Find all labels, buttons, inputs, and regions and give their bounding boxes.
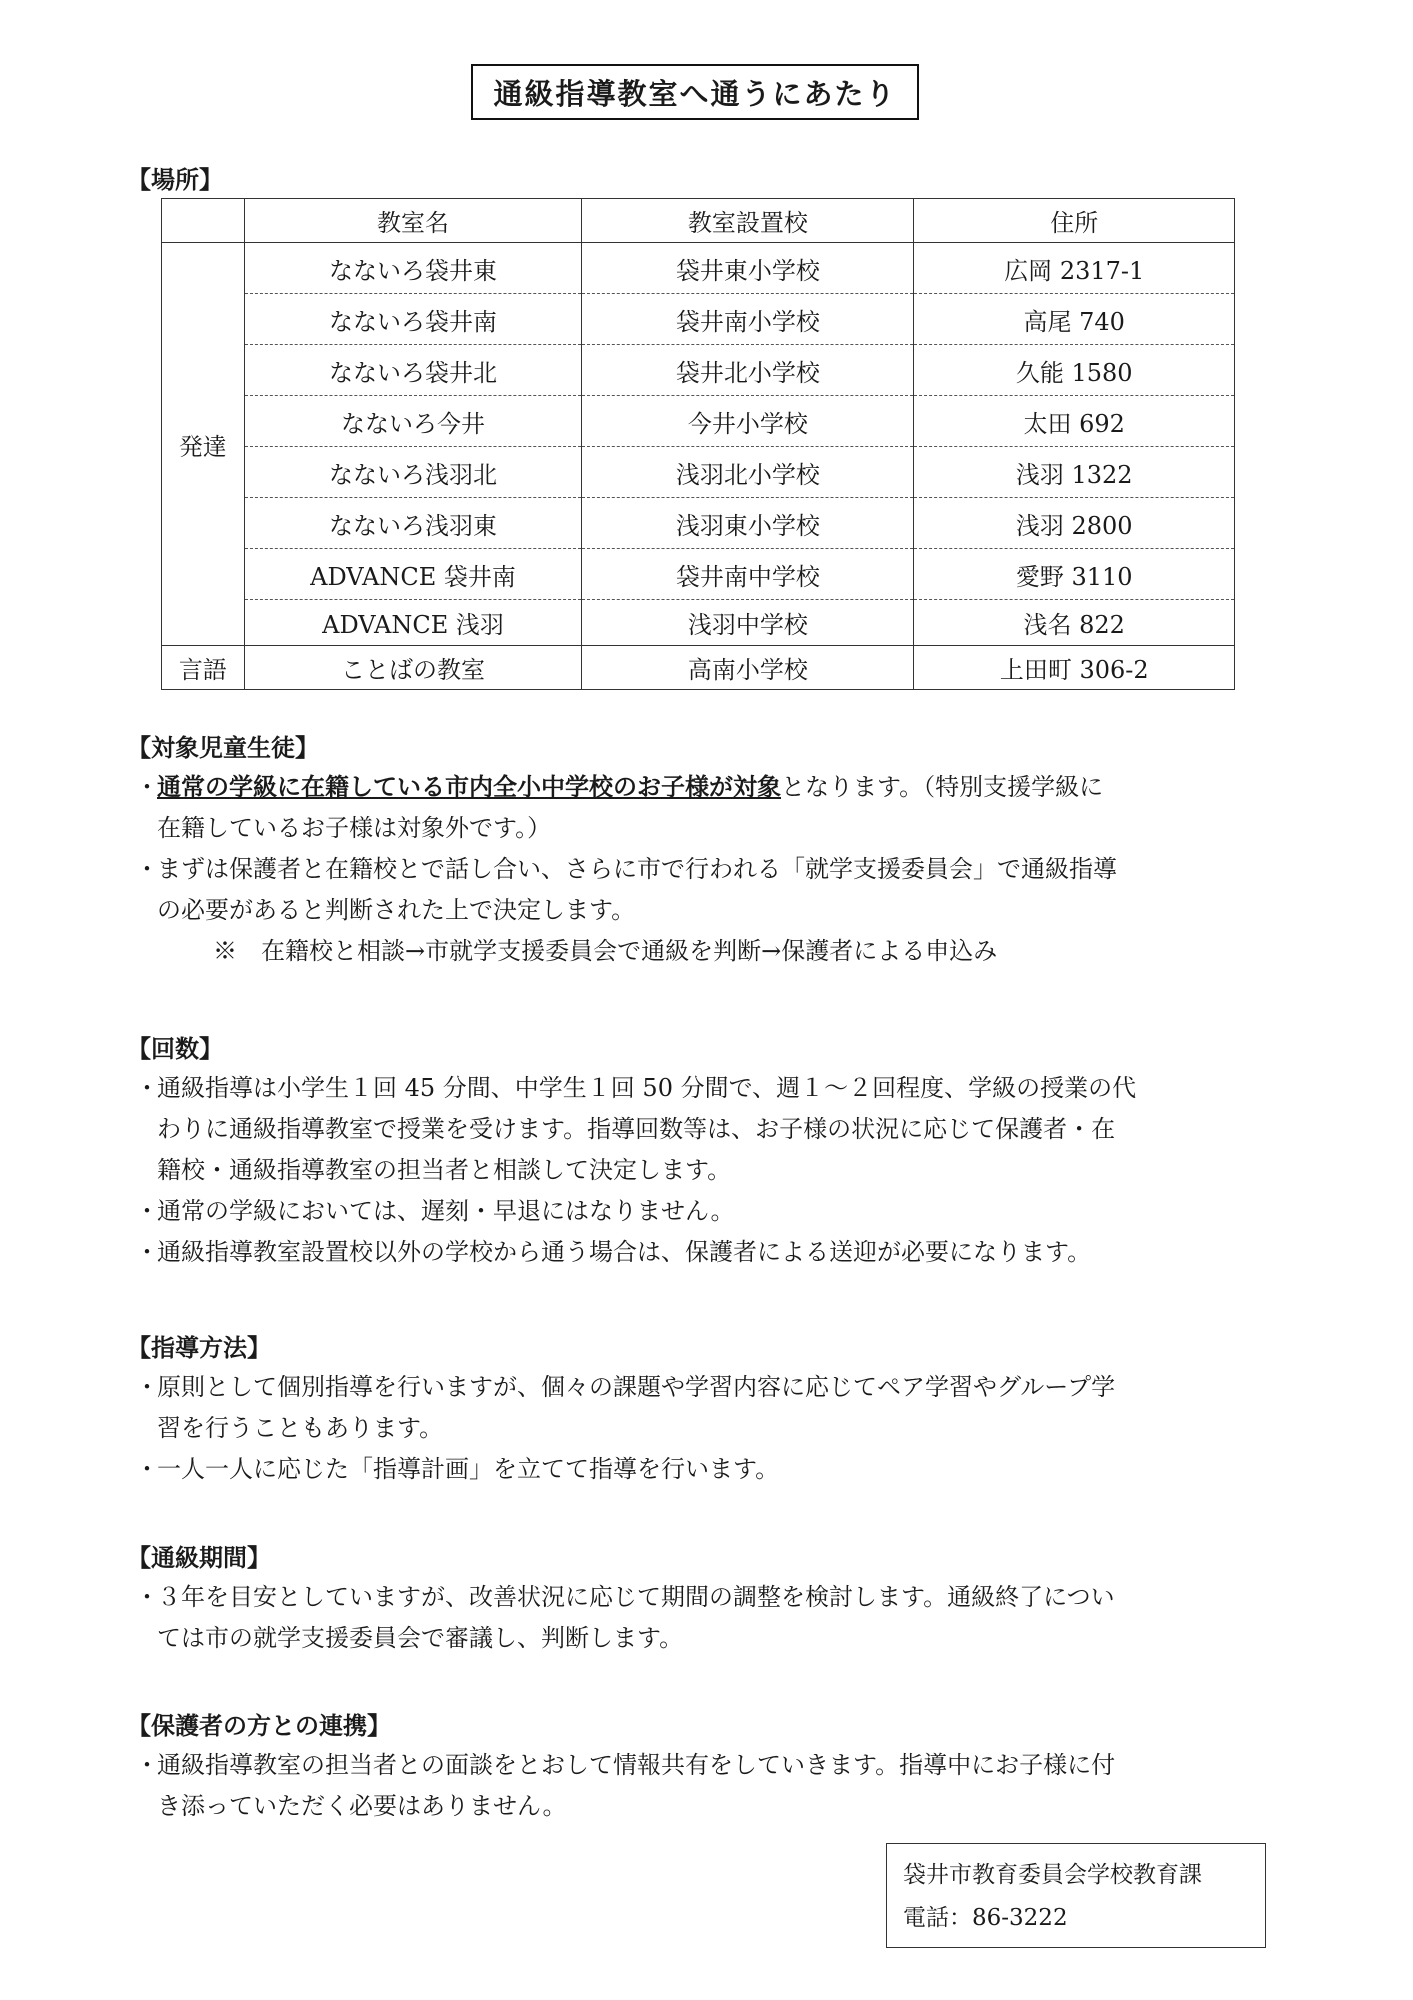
address: 浅羽 1322: [914, 447, 1235, 498]
table-header-cell: 住所: [914, 199, 1235, 243]
page-title: 通級指導教室へ通うにあたり: [471, 64, 919, 120]
target-heading: 【対象児童生徒】: [127, 734, 319, 762]
bullet-mark: ・: [135, 1074, 159, 1102]
bullet-mark: ・: [135, 855, 159, 883]
location-heading: 【場所】: [127, 166, 223, 194]
host-school: 袋井南中学校: [582, 549, 914, 600]
contact-phone: 電話：86-3222: [903, 1905, 1068, 1931]
classroom-name: なないろ袋井南: [244, 294, 582, 345]
table-row: [162, 243, 1235, 294]
category-language: 言語: [162, 646, 245, 690]
bullet-mark: ・: [135, 1455, 159, 1483]
table-row: [162, 498, 1235, 549]
classroom-name: なないろ今井: [244, 396, 582, 447]
host-school: 浅羽東小学校: [582, 498, 914, 549]
period-heading: 【通級期間】: [127, 1544, 271, 1572]
address: 高尾 740: [914, 294, 1235, 345]
table-header-cell: [162, 199, 245, 243]
address: 広岡 2317-1: [914, 243, 1235, 294]
classroom-name: ADVANCE 袋井南: [244, 549, 582, 600]
classroom-name: なないろ袋井東: [244, 243, 582, 294]
method-block: [135, 1367, 1285, 1490]
parents-block: [135, 1745, 1285, 1827]
method-heading: 【指導方法】: [127, 1334, 271, 1362]
target-emphasis: 通常の学級に在籍している市内全小中学校のお子様が対象: [157, 773, 781, 801]
category-development: 発達: [162, 243, 245, 646]
host-school: 高南小学校: [582, 646, 914, 690]
address: 愛野 3110: [914, 549, 1235, 600]
bullet-text: となります。（特別支援学級に: [781, 773, 1104, 801]
bullet-mark: ・: [135, 773, 159, 801]
bullet-item: [135, 1745, 1285, 1827]
bullet-mark: ・: [135, 1583, 159, 1611]
table-row: [162, 646, 1235, 690]
host-school: 袋井東小学校: [582, 243, 914, 294]
procedure-note: ※ 在籍校と相談→市就学支援委員会で通級を判断→保護者による申込み: [213, 937, 998, 965]
address: 上田町 306-2: [914, 646, 1235, 690]
bullet-text: 通級指導教室設置校以外の学校から通う場合は、保護者による送迎が必要になります。: [157, 1238, 1092, 1266]
bullet-item: [135, 1577, 1285, 1659]
period-block: [135, 1577, 1285, 1659]
table-row: [162, 294, 1235, 345]
bullet-text: わりに通級指導教室で授業を受けます。指導回数等は、お子様の状況に応じて保護者・在: [157, 1115, 1116, 1143]
table-row: [162, 396, 1235, 447]
bullet-item: [135, 849, 1285, 931]
bullet-item: [135, 767, 1285, 849]
table-header-row: [162, 199, 1235, 243]
bullet-mark: ・: [135, 1197, 159, 1225]
address: 太田 692: [914, 396, 1235, 447]
table-row: [162, 600, 1235, 646]
host-school: 今井小学校: [582, 396, 914, 447]
table-row: [162, 447, 1235, 498]
bullet-text: ては市の就学支援委員会で審議し、判断します。: [157, 1624, 684, 1652]
classroom-name: ADVANCE 浅羽: [244, 600, 582, 646]
bullet-text: 原則として個別指導を行いますが、個々の課題や学習内容に応じてペア学習やグループ学: [157, 1373, 1116, 1401]
bullet-text: 習を行うこともあります。: [157, 1414, 444, 1442]
bullet-text: 通常の学級においては、遅刻・早退にはなりません。: [157, 1197, 735, 1225]
bullet-text: 通級指導は小学生１回 45 分間、中学生１回 50 分間で、週１～２回程度、学級の授業の代: [157, 1074, 1137, 1102]
classroom-name: ことばの教室: [244, 646, 582, 690]
bullet-text: 在籍しているお子様は対象外です。）: [157, 814, 552, 842]
host-school: 浅羽中学校: [582, 600, 914, 646]
bullet-text: まずは保護者と在籍校とで話し合い、さらに市で行われる「就学支援委員会」で通級指導: [157, 855, 1117, 883]
target-block: [135, 767, 1285, 931]
bullet-item: [135, 1449, 1285, 1490]
bullet-mark: ・: [135, 1238, 159, 1266]
bullet-item: [135, 1191, 1285, 1232]
bullet-text: 通級指導教室の担当者との面談をとおして情報共有をしていきます。指導中にお子様に付: [157, 1751, 1116, 1779]
frequency-block: [135, 1068, 1285, 1273]
address: 久能 1580: [914, 345, 1235, 396]
table-row: [162, 345, 1235, 396]
table-header-cell: 教室設置校: [582, 199, 914, 243]
bullet-text: 一人一人に応じた「指導計画」を立てて指導を行います。: [157, 1455, 780, 1483]
bullet-mark: ・: [135, 1751, 159, 1779]
bullet-text: 籍校・通級指導教室の担当者と相談して決定します。: [157, 1156, 732, 1184]
bullet-text: き添っていただく必要はありません。: [157, 1792, 567, 1820]
address: 浅名 822: [914, 600, 1235, 646]
table-row: [162, 549, 1235, 600]
address: 浅羽 2800: [914, 498, 1235, 549]
parents-heading: 【保護者の方との連携】: [127, 1712, 391, 1740]
bullet-text: の必要があると判断された上で決定します。: [157, 896, 636, 924]
frequency-heading: 【回数】: [127, 1035, 223, 1063]
bullet-mark: ・: [135, 1373, 159, 1401]
contact-org: 袋井市教育委員会学校教育課: [903, 1862, 1202, 1888]
host-school: 浅羽北小学校: [582, 447, 914, 498]
table-header-cell: 教室名: [244, 199, 582, 243]
bullet-item: [135, 1068, 1285, 1191]
host-school: 袋井北小学校: [582, 345, 914, 396]
host-school: 袋井南小学校: [582, 294, 914, 345]
contact-box: [886, 1843, 1266, 1948]
classroom-name: なないろ袋井北: [244, 345, 582, 396]
classroom-name: なないろ浅羽東: [244, 498, 582, 549]
bullet-item: [135, 1367, 1285, 1449]
location-table: [161, 198, 1235, 690]
bullet-item: [135, 1232, 1285, 1273]
bullet-text: ３年を目安としていますが、改善状況に応じて期間の調整を検討します。通級終了につい: [157, 1583, 1115, 1611]
classroom-name: なないろ浅羽北: [244, 447, 582, 498]
